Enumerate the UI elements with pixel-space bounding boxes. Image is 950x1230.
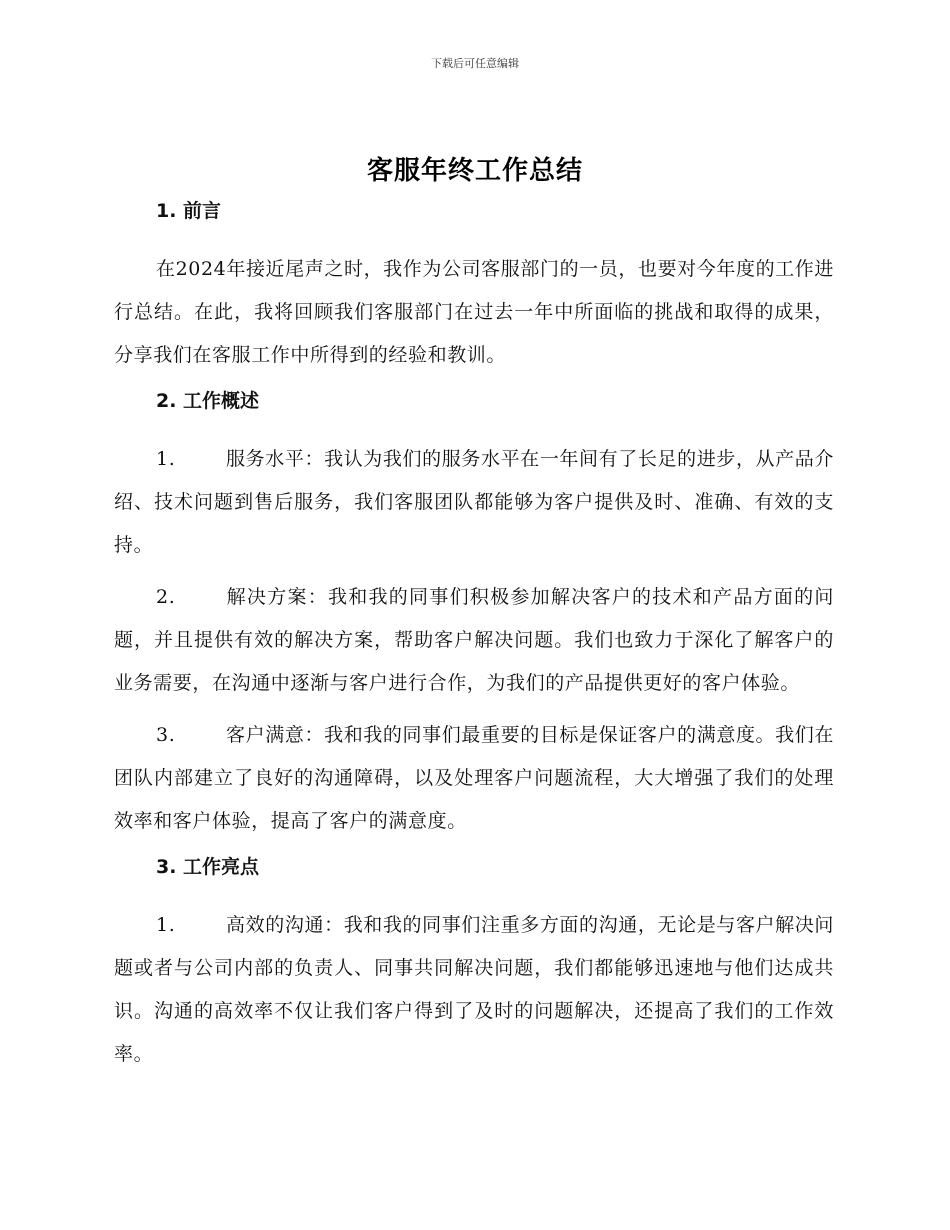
section-heading-highlights: 3. 工作亮点	[156, 856, 260, 878]
list-item-text: 客户满意：我和我的同事们最重要的目标是保证客户的满意度。我们在团队内部建立了良好的沟通障碍，以及处理客户问题流程，大大增强了我们的处理效率和客户体验，提高了客户的满意度。	[114, 724, 834, 832]
list-item	[114, 576, 834, 705]
list-item-text: 高效的沟通：我和我的同事们注重多方面的沟通，无论是与客户解决问题或者与公司内部的负责人、同事共同解决问题，我们都能够迅速地与他们达成共识。沟通的高效率不仅让我们客户得到了及时的问题解决，还提高了我们的工作效率。	[114, 914, 834, 1065]
list-item-number: 1.	[156, 448, 176, 470]
list-item-number: 2.	[156, 586, 176, 608]
list-item	[114, 714, 834, 843]
list-item	[114, 438, 834, 567]
list-item-text: 服务水平：我认为我们的服务水平在一年间有了长足的进步，从产品介绍、技术问题到售后服务，我们客服团队都能够为客户提供及时、准确、有效的支持。	[114, 448, 834, 556]
preface-paragraph: 在2024年接近尾声之时，我作为公司客服部门的一员，也要对今年度的工作进行总结。在此，我将回顾我们客服部门在过去一年中所面临的挑战和取得的成果，分享我们在客服工作中所得到的经验和教训。	[114, 258, 834, 366]
list-item	[114, 904, 834, 1076]
section-heading-overview: 2. 工作概述	[156, 390, 260, 412]
list-item-number: 1.	[156, 914, 176, 936]
section-heading-preface: 1. 前言	[156, 200, 222, 222]
list-item-number: 3.	[156, 724, 176, 746]
document-body	[114, 196, 834, 1085]
list-item-text: 解决方案：我和我的同事们积极参加解决客户的技术和产品方面的问题，并且提供有效的解决方案，帮助客户解决问题。我们也致力于深化了解客户的业务需要，在沟通中逐渐与客户进行合作，为我们的产品提供更好的客户体验。	[114, 586, 834, 694]
page-title: 客服年终工作总结	[366, 156, 583, 186]
header-note: 下载后可任意编辑	[431, 57, 519, 70]
